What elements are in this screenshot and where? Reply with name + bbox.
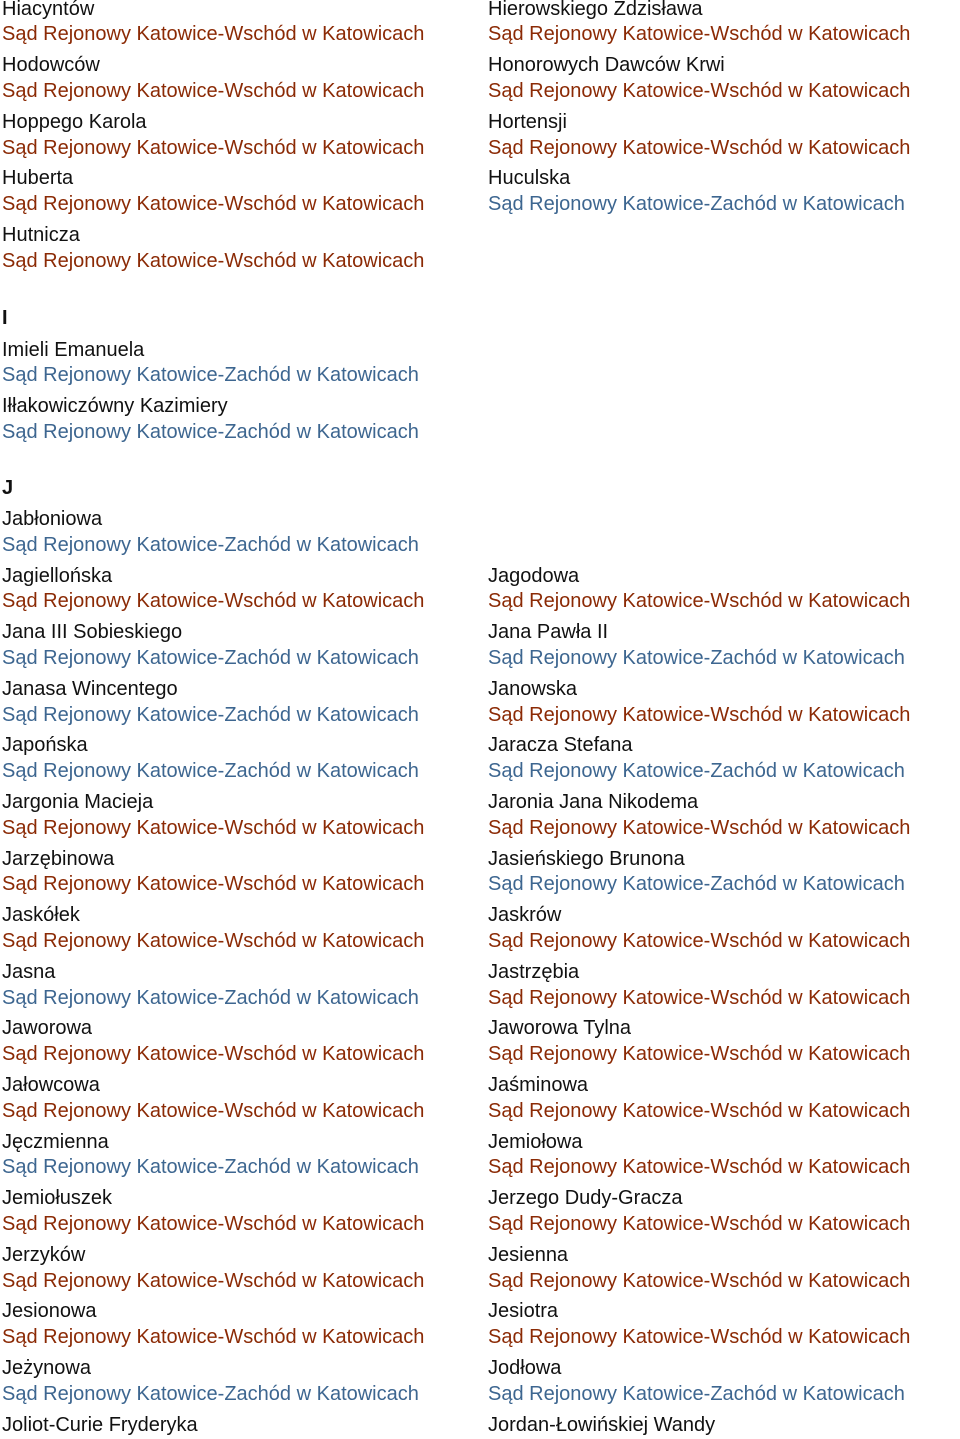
street-name: Imieli Emanuela bbox=[2, 338, 145, 361]
court-name: Sąd Rejonowy Katowice-Zachód w Katowicach bbox=[2, 1156, 419, 1179]
street-name: Jasieńskiego Brunona bbox=[488, 847, 685, 870]
court-name: Sąd Rejonowy Katowice-Zachód w Katowicach bbox=[488, 193, 905, 216]
court-name: Sąd Rejonowy Katowice-Wschód w Katowicach bbox=[2, 23, 425, 46]
street-name: Jałowcowa bbox=[2, 1074, 100, 1096]
court-name: Sąd Rejonowy Katowice-Wschód w Katowicach bbox=[2, 136, 425, 159]
street-name: Jaworowa bbox=[2, 1017, 93, 1040]
court-name: Sąd Rejonowy Katowice-Wschód w Katowicach bbox=[2, 1213, 425, 1235]
court-name: Sąd Rejonowy Katowice-Zachód w Katowicach bbox=[2, 364, 419, 387]
street-name: Huberta bbox=[2, 167, 74, 190]
court-name: Sąd Rejonowy Katowice-Wschód w Katowicach bbox=[2, 590, 425, 613]
court-name: Sąd Rejonowy Katowice-Wschód w Katowicach bbox=[2, 1099, 425, 1122]
street-name: Jeżynowa bbox=[2, 1357, 91, 1379]
street-name: Jarzębinowa bbox=[2, 847, 115, 870]
street-name: Hoppego Karola bbox=[2, 110, 147, 133]
court-name: Sąd Rejonowy Katowice-Zachód w Katowicach bbox=[2, 420, 419, 443]
court-name: Sąd Rejonowy Katowice-Zachód w Katowicach bbox=[488, 873, 905, 896]
street-name: Jemiołuszek bbox=[2, 1187, 113, 1210]
street-name: Honorowych Dawców Krwi bbox=[488, 54, 725, 77]
street-name: Jastrzębia bbox=[488, 960, 580, 983]
street-name: Jęczmienna bbox=[2, 1130, 109, 1153]
court-name: Sąd Rejonowy Katowice-Zachód w Katowicach bbox=[2, 533, 419, 556]
court-name: Sąd Rejonowy Katowice-Wschód w Katowicach bbox=[488, 703, 911, 726]
court-name: Sąd Rejonowy Katowice-Wschód w Katowicach bbox=[2, 193, 425, 216]
court-name: Sąd Rejonowy Katowice-Zachód w Katowicach bbox=[2, 647, 419, 669]
section-letter: J bbox=[2, 477, 14, 499]
court-name: Sąd Rejonowy Katowice-Wschód w Katowicach bbox=[2, 79, 425, 102]
court-name: Sąd Rejonowy Katowice-Wschód w Katowicach bbox=[488, 590, 911, 613]
street-name: Iłłakowiczówny Kazimiery bbox=[2, 395, 228, 418]
court-name: Sąd Rejonowy Katowice-Wschód w Katowicach bbox=[488, 986, 911, 1009]
street-name: Hiacyntów bbox=[2, 0, 95, 20]
court-name: Sąd Rejonowy Katowice-Wschód w Katowicach bbox=[488, 930, 911, 952]
street-name: Hodowców bbox=[2, 54, 100, 77]
street-name: Huculska bbox=[488, 167, 571, 190]
street-name: Jasna bbox=[2, 960, 56, 983]
street-name: Jordan-Łowińskiej Wandy bbox=[488, 1413, 716, 1436]
street-name: Janasa Wincentego bbox=[2, 677, 178, 700]
street-name: Jaworowa Tylna bbox=[488, 1017, 632, 1040]
court-name: Sąd Rejonowy Katowice-Zachód w Katowicach bbox=[488, 1382, 905, 1405]
court-name: Sąd Rejonowy Katowice-Wschód w Katowicach bbox=[2, 1043, 425, 1066]
court-name: Sąd Rejonowy Katowice-Wschód w Katowicach bbox=[2, 930, 425, 952]
street-name: Joliot-Curie Fryderyka bbox=[2, 1413, 198, 1436]
court-name: Sąd Rejonowy Katowice-Wschód w Katowicach bbox=[2, 873, 425, 896]
street-name: Jerzego Dudy-Gracza bbox=[488, 1187, 683, 1210]
court-name: Sąd Rejonowy Katowice-Wschód w Katowicach bbox=[2, 816, 425, 839]
court-name: Sąd Rejonowy Katowice-Zachód w Katowicach bbox=[2, 760, 419, 783]
court-name: Sąd Rejonowy Katowice-Wschód w Katowicach bbox=[2, 249, 425, 272]
street-name: Hutnicza bbox=[2, 223, 80, 246]
court-name: Sąd Rejonowy Katowice-Wschód w Katowicach bbox=[488, 79, 911, 102]
street-name: Jaskrów bbox=[488, 904, 562, 927]
street-name: Hierowskiego Zdzisława bbox=[488, 0, 703, 20]
court-name: Sąd Rejonowy Katowice-Zachód w Katowicach bbox=[2, 1382, 419, 1405]
street-name: Jesionowa bbox=[2, 1300, 97, 1323]
court-name: Sąd Rejonowy Katowice-Wschód w Katowicach bbox=[488, 136, 911, 159]
street-name: Jana III Sobieskiego bbox=[2, 621, 183, 644]
street-name: Hortensji bbox=[488, 110, 567, 133]
street-name: Jargonia Macieja bbox=[2, 791, 154, 813]
street-name: Jerzyków bbox=[2, 1243, 86, 1266]
court-name: Sąd Rejonowy Katowice-Wschód w Katowicach bbox=[488, 1269, 911, 1292]
street-name: Jagiellońska bbox=[2, 564, 113, 587]
street-name: Jesiotra bbox=[488, 1300, 559, 1323]
street-name: Jaśminowa bbox=[488, 1074, 589, 1096]
street-name: Jaskółek bbox=[2, 904, 80, 927]
court-name: Sąd Rejonowy Katowice-Zachód w Katowicach bbox=[2, 986, 419, 1009]
court-name: Sąd Rejonowy Katowice-Zachód w Katowicach bbox=[488, 647, 905, 669]
street-name: Jodłowa bbox=[488, 1357, 562, 1379]
court-name: Sąd Rejonowy Katowice-Zachód w Katowicach bbox=[488, 760, 905, 783]
court-name: Sąd Rejonowy Katowice-Wschód w Katowicach bbox=[488, 1099, 911, 1122]
court-name: Sąd Rejonowy Katowice-Wschód w Katowicach bbox=[2, 1326, 425, 1349]
street-name: Jesienna bbox=[488, 1243, 569, 1266]
court-name: Sąd Rejonowy Katowice-Wschód w Katowicach bbox=[488, 1043, 911, 1066]
court-name: Sąd Rejonowy Katowice-Wschód w Katowicach bbox=[488, 1326, 911, 1349]
court-name: Sąd Rejonowy Katowice-Wschód w Katowicach bbox=[488, 816, 911, 839]
court-name: Sąd Rejonowy Katowice-Zachód w Katowicach bbox=[2, 703, 419, 726]
court-name: Sąd Rejonowy Katowice-Wschód w Katowicach bbox=[488, 1156, 911, 1179]
section-letter: I bbox=[2, 307, 8, 329]
street-name: Jemiołowa bbox=[488, 1130, 583, 1153]
street-name: Jana Pawła II bbox=[488, 621, 609, 644]
court-name: Sąd Rejonowy Katowice-Wschód w Katowicach bbox=[488, 1213, 911, 1235]
street-name: Janowska bbox=[488, 677, 577, 700]
street-name: Jaracza Stefana bbox=[488, 734, 633, 757]
street-name: Jaronia Jana Nikodema bbox=[488, 791, 699, 813]
street-name: Jagodowa bbox=[488, 564, 580, 587]
street-name: Japońska bbox=[2, 734, 88, 757]
court-name: Sąd Rejonowy Katowice-Wschód w Katowicach bbox=[2, 1269, 425, 1292]
court-name: Sąd Rejonowy Katowice-Wschód w Katowicach bbox=[488, 23, 911, 46]
street-name: Jabłoniowa bbox=[2, 508, 103, 530]
